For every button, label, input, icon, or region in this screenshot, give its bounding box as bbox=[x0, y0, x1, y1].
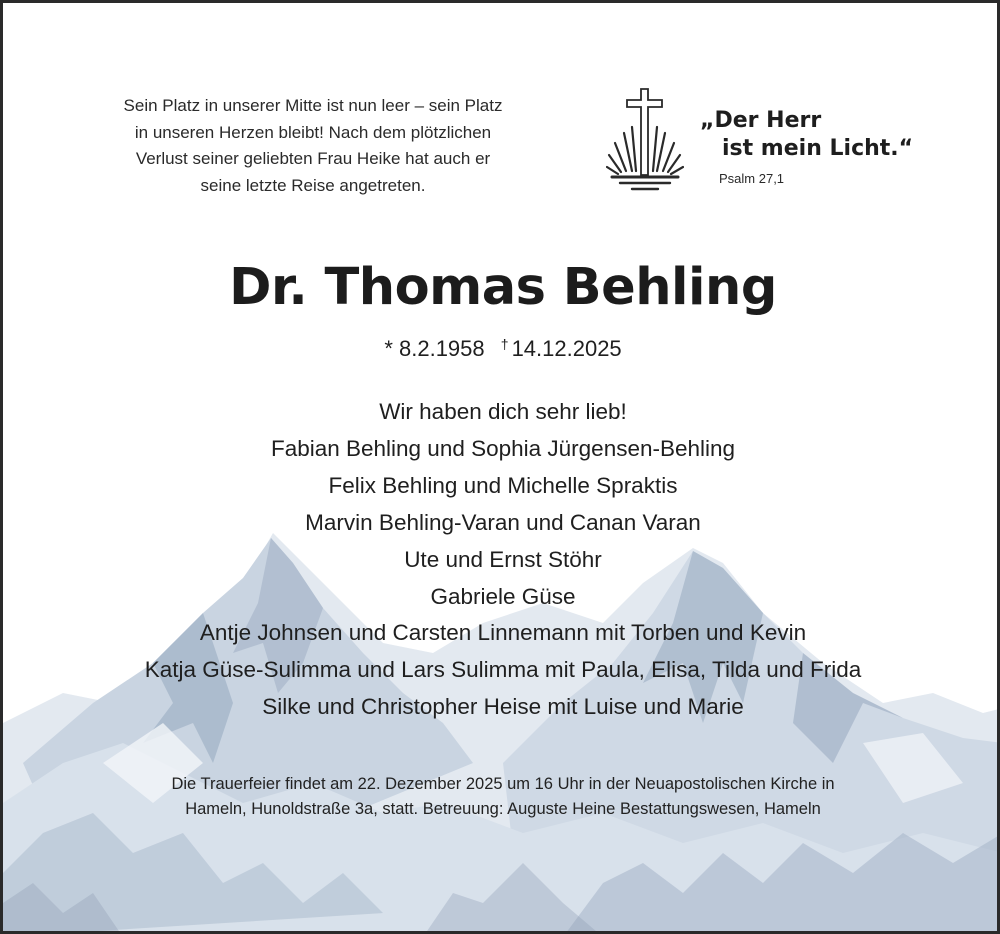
cross-sunrise-water-icon bbox=[606, 87, 684, 193]
verse-line-1: „Der Herr bbox=[700, 108, 822, 133]
service-line: Hameln, Hunoldstraße 3a, statt. Betreuung: Auguste Heine Bestattungswesen, Hameln bbox=[185, 800, 821, 818]
deceased-name: Dr. Thomas Behling bbox=[229, 258, 777, 317]
mourners-line: Antje Johnsen und Carsten Linnemann mit Torben und Kevin bbox=[199, 620, 807, 646]
intro-line: in unseren Herzen bleibt! Nach dem plötzlichen bbox=[134, 122, 492, 142]
mourners-line: Katja Güse-Sulimma und Lars Sulimma mit Paula, Elisa, Tilda und Frida bbox=[144, 657, 862, 683]
birth-symbol: * bbox=[384, 336, 393, 361]
mourners-line: Gabriele Güse bbox=[430, 583, 576, 609]
intro-line: Sein Platz in unserer Mitte ist nun leer – sein Platz bbox=[123, 96, 503, 115]
death-date: 14.12.2025 bbox=[511, 336, 622, 361]
verse-reference: Psalm 27,1 bbox=[719, 171, 785, 186]
funeral-service-info bbox=[3, 772, 1000, 822]
notice-content bbox=[3, 3, 1000, 934]
mourners-line: Marvin Behling-Varan und Canan Varan bbox=[305, 509, 701, 535]
verse-line-2: ist mein Licht.“ bbox=[722, 136, 914, 161]
mourners-line: Silke und Christopher Heise mit Luise und Marie bbox=[262, 694, 744, 720]
mourners-line: Wir haben dich sehr lieb! bbox=[379, 399, 627, 424]
death-cross-icon: † bbox=[500, 336, 509, 352]
birth-date: 8.2.1958 bbox=[399, 336, 485, 361]
service-line: Die Trauerfeier findet am 22. Dezember 2025 um 16 Uhr in der Neuapostolischen Kirche in bbox=[171, 775, 835, 793]
intro-text bbox=[63, 93, 563, 199]
life-dates bbox=[3, 329, 1000, 364]
intro-line: Verlust seiner geliebten Frau Heike hat auch er bbox=[135, 149, 491, 168]
mourners-line: Felix Behling und Michelle Spraktis bbox=[328, 472, 678, 498]
intro-line: seine letzte Reise angetreten. bbox=[200, 175, 426, 195]
mourners-line: Ute und Ernst Stöhr bbox=[404, 546, 602, 572]
mourners-list bbox=[3, 394, 1000, 726]
mourners-line: Fabian Behling und Sophia Jürgensen-Behling bbox=[270, 435, 736, 461]
bible-verse bbox=[700, 107, 913, 163]
